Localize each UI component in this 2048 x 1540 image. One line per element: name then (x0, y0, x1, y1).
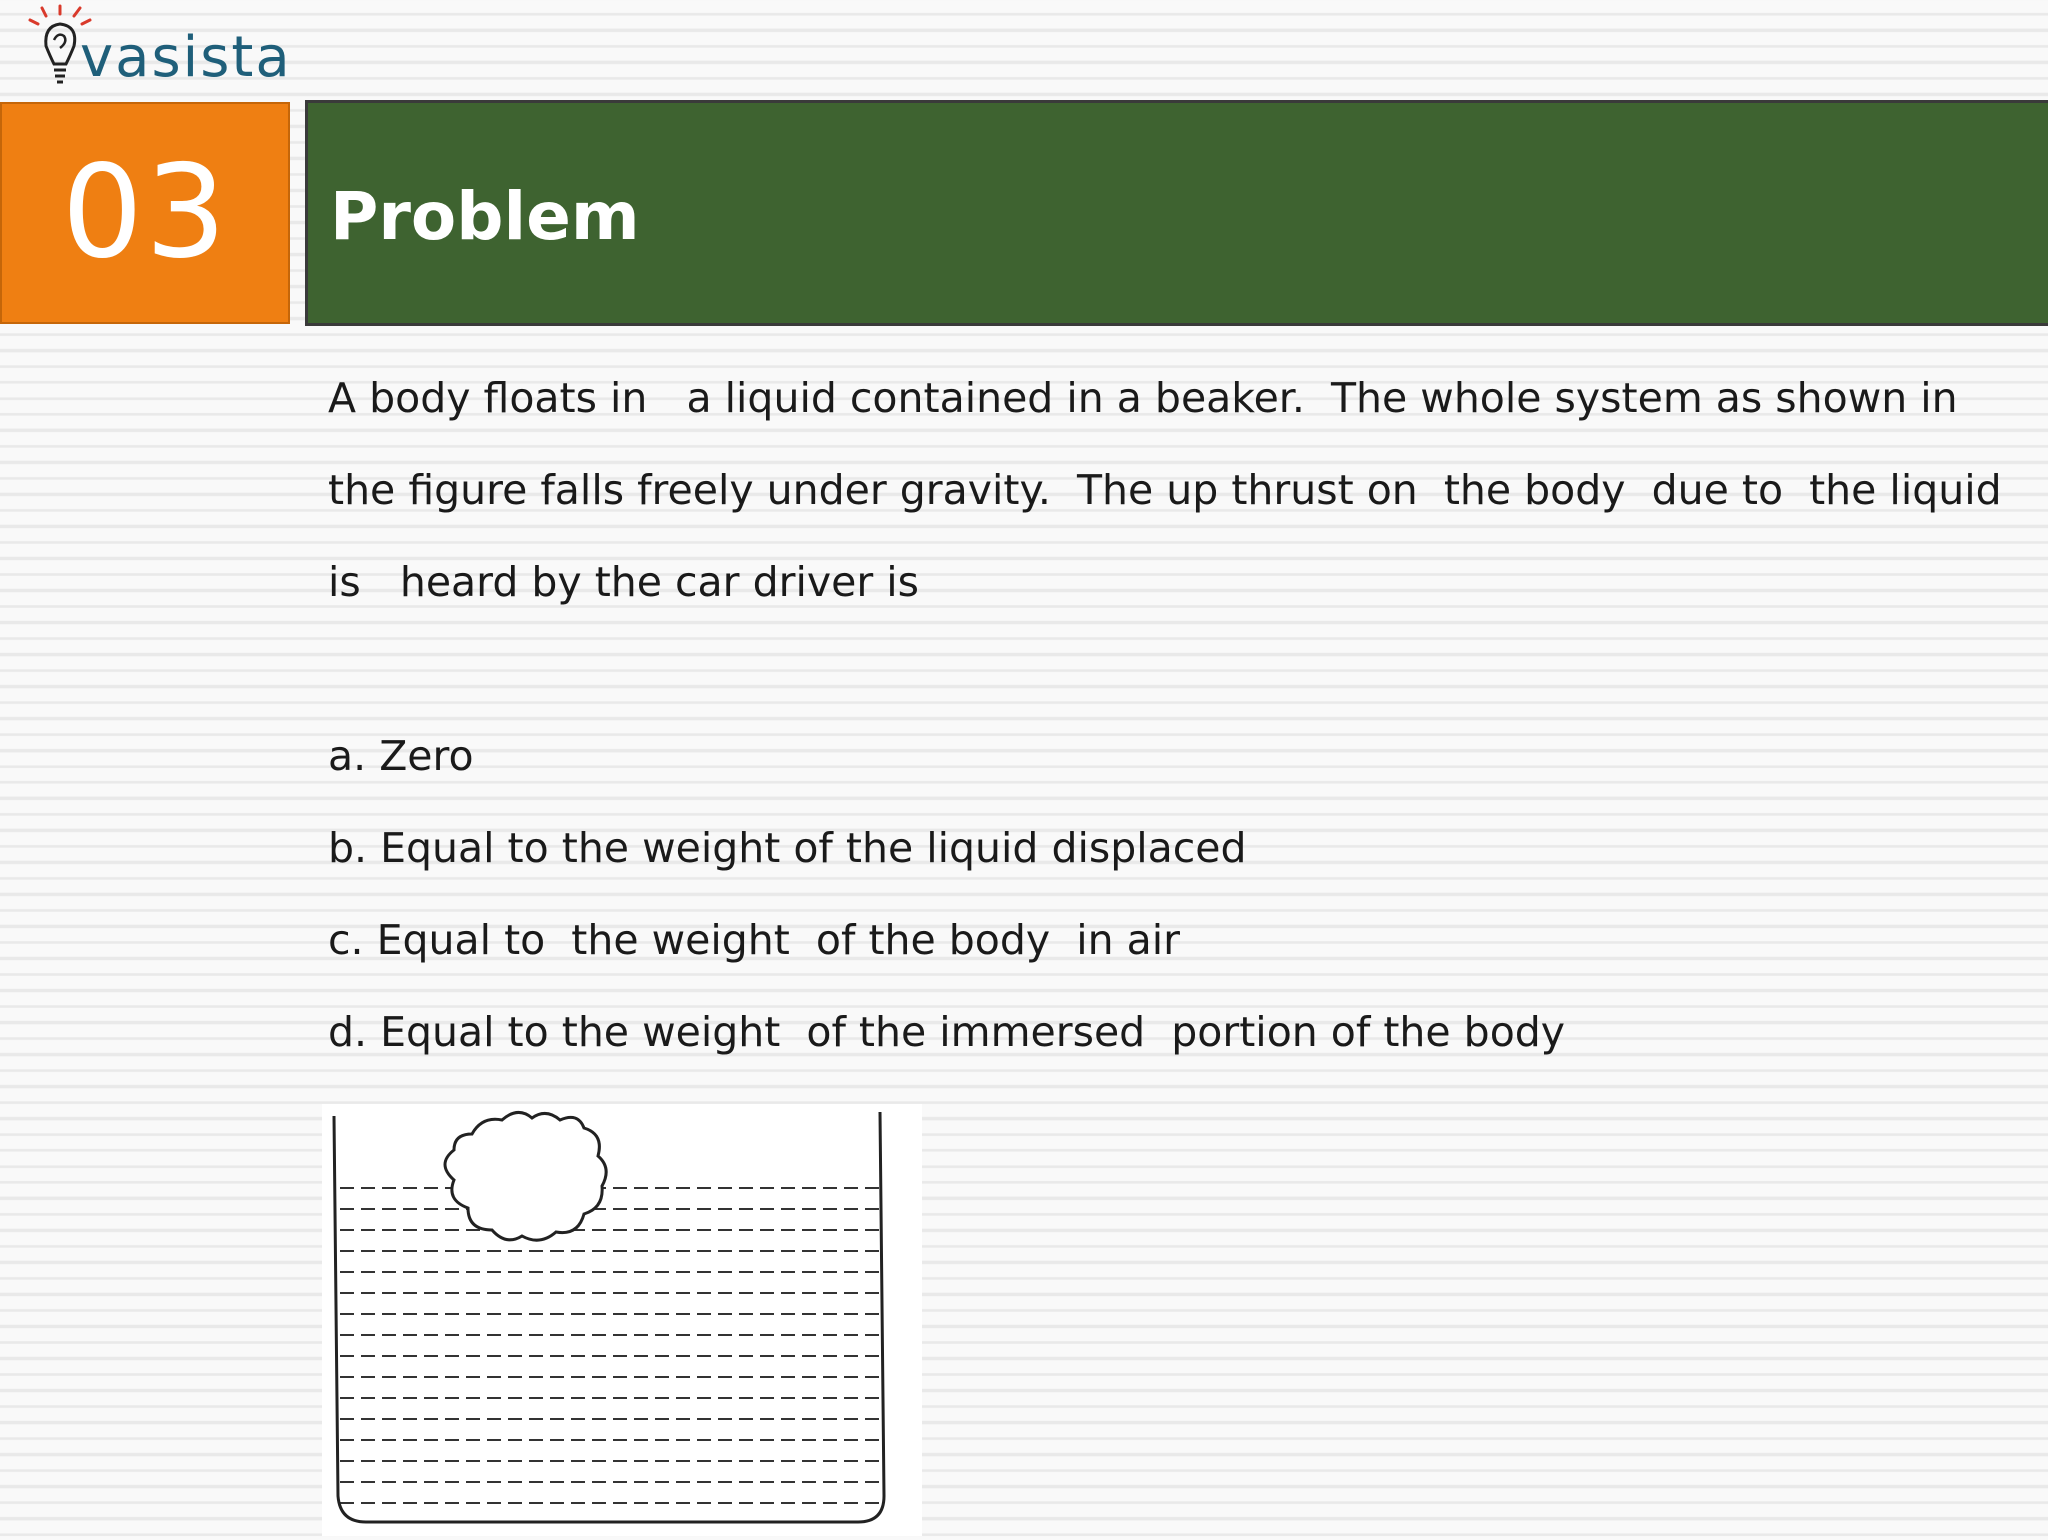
slide-number-box (0, 102, 290, 324)
option-d: d. Equal to the weight of the immersed portion of the body (328, 1008, 1566, 1056)
slide-title-bar (305, 100, 2048, 326)
liquid-lines (340, 1188, 880, 1503)
slide-title: Problem (330, 177, 640, 255)
option-c: c. Equal to the weight of the body in air (328, 916, 1181, 964)
answer-options (328, 710, 1565, 1078)
beaker-with-floating-body-icon (322, 1104, 922, 1536)
floating-body (445, 1112, 606, 1240)
option-a: a. Zero (328, 732, 474, 780)
beaker-figure (322, 1104, 922, 1536)
option-b: b. Equal to the weight of the liquid displaced (328, 824, 1247, 872)
slide-number: 03 (61, 138, 229, 287)
question-text: A body floats in a liquid contained in a beaker. The whole system as shown in the figure falls freely under gravity. The up thrust on the body due to the liquid is heard by the car driver is (328, 374, 2015, 606)
logo-text: vasista (80, 25, 292, 90)
vasista-logo (24, 4, 292, 100)
